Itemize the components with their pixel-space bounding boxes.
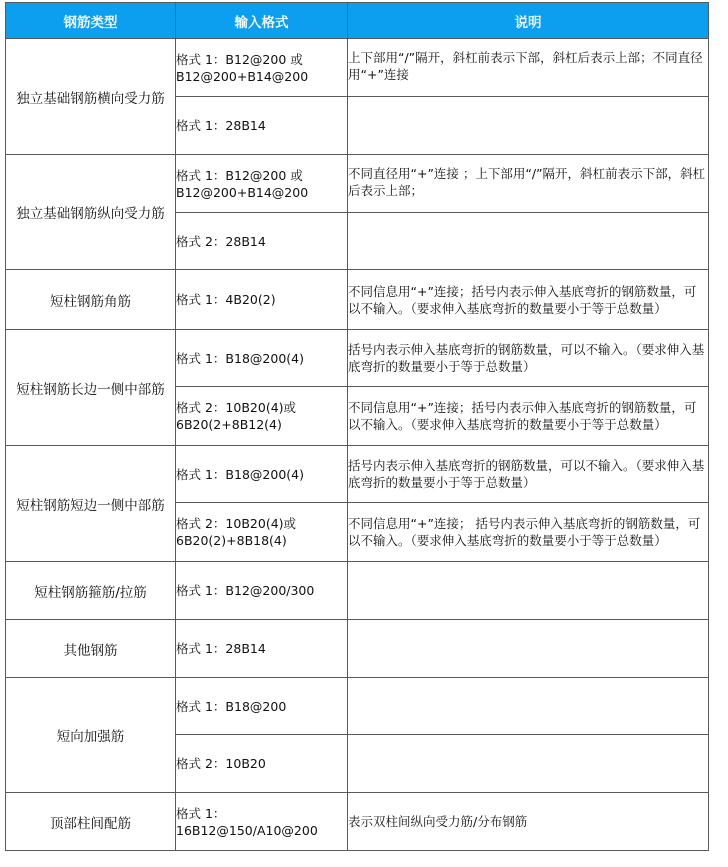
description-cell — [348, 620, 709, 678]
description-cell: 不同直径用“+”连接 ；上下部用“/”隔开，斜杠前表示下部，斜杠后表示上部； — [348, 155, 709, 213]
format-cell: 格式 1：B18@200(4) — [176, 446, 348, 503]
format-cell: 格式 1：B18@200(4) — [176, 330, 348, 387]
format-cell: 格式 2：10B20 — [176, 735, 348, 793]
description-cell: 括号内表示伸入基底弯折的钢筋数量，可以不输入。（要求伸入基底弯折的数量要小于等于总数量） — [348, 446, 709, 503]
description-cell: 表示双柱间纵向受力筋/分布钢筋 — [348, 793, 709, 851]
description-cell — [348, 562, 709, 620]
format-cell: 格式 2：10B20(4)或 6B20(2+8B12(4) — [176, 387, 348, 446]
rebar-type-cell: 独立基础钢筋纵向受力筋 — [6, 155, 176, 270]
format-cell: 格式 1：28B14 — [176, 97, 348, 155]
header-type: 钢筋类型 — [6, 3, 176, 39]
header-description: 说明 — [348, 3, 709, 39]
table-row — [6, 39, 709, 97]
description-cell: 不同信息用“+”连接； 括号内表示伸入基底弯折的钢筋数量，可以不输入。（要求伸入基底弯折的数量要小于等于总数量） — [348, 503, 709, 562]
rebar-type-cell: 其他钢筋 — [6, 620, 176, 678]
format-cell: 格式 1：16B12@150/A10@200 — [176, 793, 348, 851]
table-row — [6, 330, 709, 387]
rebar-type-cell: 独立基础钢筋横向受力筋 — [6, 39, 176, 155]
format-cell: 格式 2：10B20(4)或 6B20(2)+8B18(4) — [176, 503, 348, 562]
description-cell: 括号内表示伸入基底弯折的钢筋数量，可以不输入。（要求伸入基底弯折的数量要小于等于总数量） — [348, 330, 709, 387]
description-cell — [348, 213, 709, 270]
format-cell: 格式 1：4B20(2) — [176, 270, 348, 330]
rebar-type-cell: 短向加强筋 — [6, 678, 176, 793]
description-cell — [348, 97, 709, 155]
rebar-type-cell: 短柱钢筋长边一侧中部筋 — [6, 330, 176, 446]
description-cell — [348, 678, 709, 735]
table-row — [6, 678, 709, 735]
format-cell: 格式 1：B12@200 或 B12@200+B14@200 — [176, 155, 348, 213]
format-cell: 格式 1：B12@200/300 — [176, 562, 348, 620]
table-row — [6, 155, 709, 213]
table-row — [6, 620, 709, 678]
header-row — [6, 3, 709, 39]
table-row — [6, 446, 709, 503]
header-format: 输入格式 — [176, 3, 348, 39]
format-cell: 格式 1：B18@200 — [176, 678, 348, 735]
description-cell: 不同信息用“+”连接；括号内表示伸入基底弯折的钢筋数量，可以不输入。（要求伸入基底弯折的数量要小于等于总数量） — [348, 270, 709, 330]
rebar-type-cell: 短柱钢筋角筋 — [6, 270, 176, 330]
table-row — [6, 793, 709, 851]
format-cell: 格式 1：B12@200 或 B12@200+B14@200 — [176, 39, 348, 97]
rebar-format-table — [5, 2, 709, 851]
table-row — [6, 270, 709, 330]
rebar-type-cell: 短柱钢筋短边一侧中部筋 — [6, 446, 176, 562]
format-cell: 格式 2：28B14 — [176, 213, 348, 270]
table-row — [6, 562, 709, 620]
description-cell — [348, 735, 709, 793]
rebar-type-cell: 顶部柱间配筋 — [6, 793, 176, 851]
format-cell: 格式 1：28B14 — [176, 620, 348, 678]
description-cell: 不同信息用“+”连接；括号内表示伸入基底弯折的钢筋数量，可以不输入。（要求伸入基底弯折的数量要小于等于总数量） — [348, 387, 709, 446]
description-cell: 上下部用“/”隔开，斜杠前表示下部，斜杠后表示上部；不同直径用“+”连接 — [348, 39, 709, 97]
rebar-type-cell: 短柱钢筋箍筋/拉筋 — [6, 562, 176, 620]
